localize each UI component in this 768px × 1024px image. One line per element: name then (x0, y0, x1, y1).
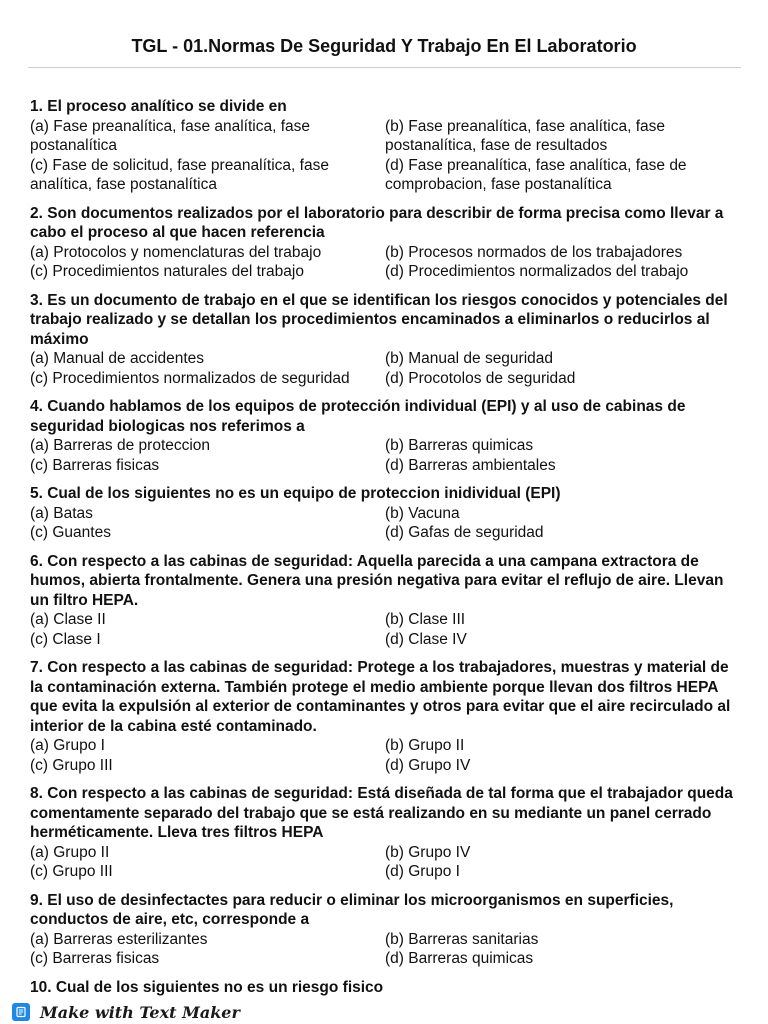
answer-options (30, 610, 742, 649)
answer-option[interactable]: (d) Fase preanalítica, fase analítica, fase de comprobacion, fase postanalítica (385, 156, 687, 193)
answer-option[interactable]: (b) Grupo II (385, 737, 465, 754)
answer-option[interactable]: (d) Clase IV (385, 630, 467, 648)
answer-option[interactable]: (d) Procotolos de seguridad (385, 369, 576, 387)
text-maker-icon (12, 1003, 30, 1021)
answer-option[interactable]: (a) Barreras de proteccion (30, 437, 211, 454)
answer-option[interactable]: (b) Procesos normados de los trabajadores (385, 243, 683, 261)
answer-option[interactable]: (b) Barreras sanitarias (385, 930, 539, 948)
question-text: 6. Con respecto a las cabinas de seguridad: Aquella parecida a una campana extractora de humos, abierta frontalmente. Genera una presión negativa para evitar el reflujo de aire. Llevan un filtro HEPA. (30, 552, 724, 609)
question-text: 1. El proceso analítico se divide en (30, 98, 287, 115)
answer-option[interactable]: (d) Grupo IV (385, 756, 471, 774)
footer-label: Make with Text Maker (40, 1002, 240, 1022)
question-item (30, 891, 742, 969)
question-item (30, 658, 742, 775)
answer-option[interactable]: (b) Clase III (385, 611, 466, 628)
answer-option[interactable]: (a) Clase II (30, 611, 106, 628)
answer-option[interactable]: (b) Barreras quimicas (385, 437, 534, 454)
answer-option[interactable]: (a) Fase preanalítica, fase analítica, fase postanalítica (30, 117, 311, 154)
answer-option[interactable]: (d) Barreras ambientales (385, 456, 556, 474)
answer-option[interactable]: (c) Barreras fisicas (30, 950, 160, 967)
question-list (30, 97, 742, 1006)
answer-option[interactable]: (c) Procedimientos naturales del trabajo (30, 263, 304, 280)
answer-option[interactable]: (c) Barreras fisicas (30, 456, 160, 474)
answer-option[interactable]: (b) Fase preanalítica, fase analítica, fase postanalítica, fase de resultados (385, 117, 666, 154)
question-text: 8. Con respecto a las cabinas de seguridad: Está diseñada de tal forma que el trabajador queda comentamente separado del trabajo que se está realizando en su mediante un panel cerrado herméticamente. Lleva tres filtros HEPA (30, 785, 733, 841)
answer-option[interactable]: (b) Grupo IV (385, 843, 471, 861)
answer-options (30, 930, 742, 969)
answer-option[interactable]: (c) Grupo III (30, 863, 113, 880)
answer-option[interactable]: (c) Clase I (30, 630, 101, 648)
page-title: TGL - 01.Normas De Seguridad Y Trabajo En El Laboratorio (131, 36, 637, 56)
answer-option[interactable]: (b) Manual de seguridad (385, 350, 554, 367)
question-text: 10. Cual de los siguientes no es un riesgo fisico (30, 978, 384, 996)
question-item (30, 291, 742, 389)
question-item (30, 484, 742, 543)
answer-options (30, 736, 742, 775)
answer-options (30, 843, 742, 882)
answer-option[interactable]: (a) Batas (30, 504, 93, 522)
answer-option[interactable]: (c) Grupo III (30, 756, 113, 774)
answer-option[interactable]: (a) Grupo II (30, 843, 110, 861)
answer-option[interactable]: (d) Procedimientos normalizados del trabajo (385, 263, 689, 280)
question-text: 4. Cuando hablamos de los equipos de protección individual (EPI) y al uso de cabinas de seguridad biologicas nos referimos a (30, 398, 686, 435)
question-item (30, 204, 742, 282)
question-item (30, 397, 742, 475)
answer-option[interactable]: (a) Protocolos y nomenclaturas del trabajo (30, 243, 322, 261)
answer-option[interactable]: (d) Barreras quimicas (385, 950, 534, 967)
answer-option[interactable]: (a) Grupo I (30, 737, 105, 754)
answer-options (30, 243, 742, 282)
question-text: 9. El uso de desinfectactes para reducir o eliminar los microorganismos en superficies, conductos de aire, etc, corresponde a (30, 891, 674, 928)
question-text: 3. Es un documento de trabajo en el que se identifican los riesgos conocidos y potenciales del trabajo realizado y se detallan los procedimientos encaminados a eliminarlos o reducirlos al máximo (30, 291, 728, 348)
answer-option[interactable]: (c) Procedimientos normalizados de seguridad (30, 369, 350, 387)
answer-option[interactable]: (d) Grupo I (385, 863, 460, 880)
question-text: 2. Son documentos realizados por el laboratorio para describir de forma precisa como llevar a cabo el proceso al que hacen referencia (30, 204, 724, 241)
question-item (30, 552, 742, 650)
question-item (30, 784, 742, 882)
question-text: 5. Cual de los siguientes no es un equipo de proteccion inidividual (EPI) (30, 485, 561, 502)
answer-option[interactable]: (c) Guantes (30, 524, 111, 541)
question-item (30, 978, 742, 998)
answer-option[interactable]: (a) Barreras esterilizantes (30, 930, 208, 948)
answer-options (30, 504, 742, 543)
answer-options (30, 436, 742, 475)
question-item (30, 97, 742, 195)
answer-options (30, 349, 742, 388)
question-text: 7. Con respecto a las cabinas de seguridad: Protege a los trabajadores, muestras y material de la contaminación externa. También protege el medio ambiente porque llevan dos filtros HEPA que evita la expulsión al exterior de contaminantes y otros para evitar que el aire recirculado al interior de la cabina esté contaminado. (30, 659, 731, 735)
title-divider (28, 67, 741, 68)
answer-option[interactable]: (b) Vacuna (385, 504, 460, 522)
answer-option[interactable]: (d) Gafas de seguridad (385, 524, 544, 541)
answer-options (30, 117, 742, 195)
answer-option[interactable]: (c) Fase de solicitud, fase preanalítica, fase analítica, fase postanalítica (30, 156, 329, 193)
answer-option[interactable]: (a) Manual de accidentes (30, 350, 205, 367)
footer-branding[interactable] (12, 1001, 240, 1023)
